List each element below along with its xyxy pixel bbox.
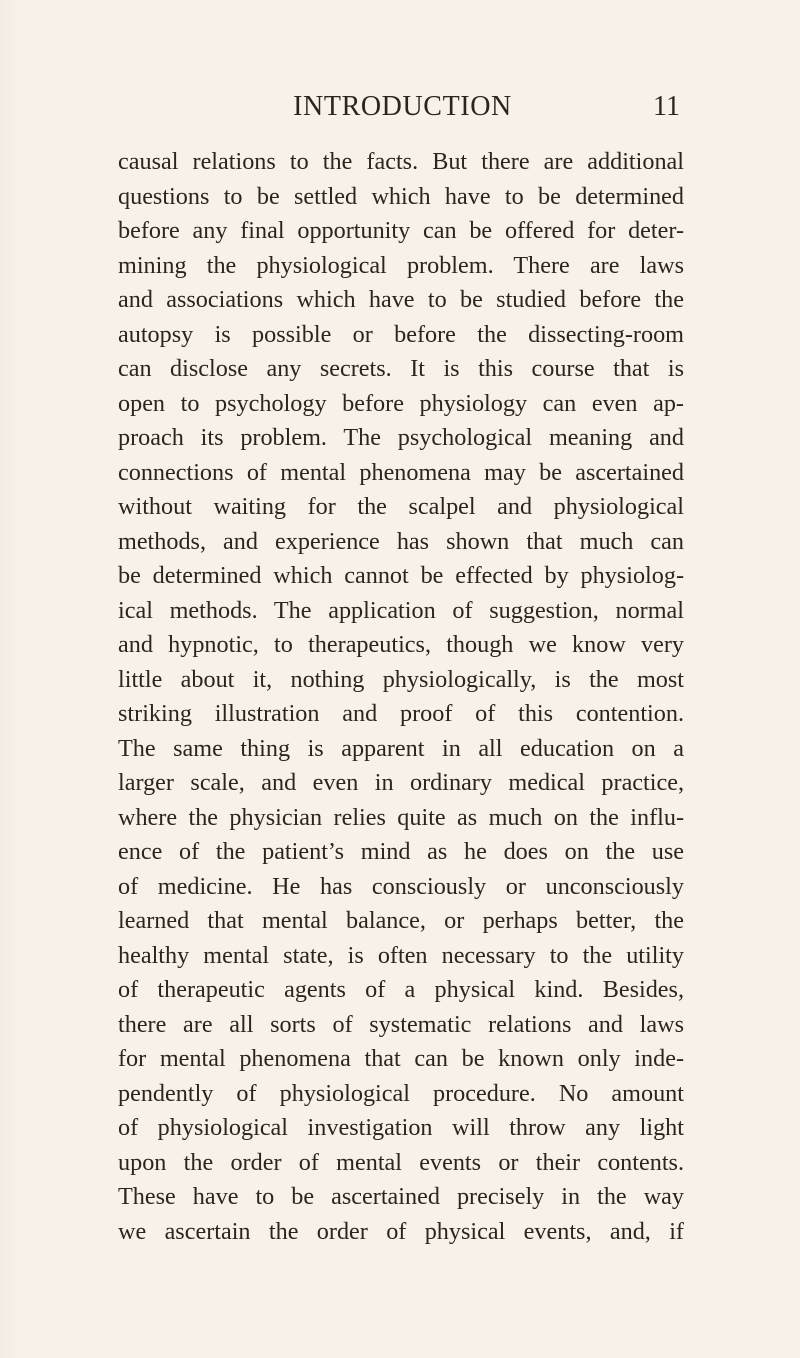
text-line: proach its problem. The psychological meaning and [118,424,684,451]
text-line: healthy mental state, is often necessary to the utility [118,941,684,969]
text-line: of physiological investigation will throw any light [118,1114,684,1141]
text-line: open to psychology before physiology can even ap- [118,389,684,417]
text-line: causal relations to the facts. But there are additional [118,148,684,175]
text-line: and hypnotic, to therapeutics, though we know very [118,631,684,658]
text-line: methods, and experience has shown that much can [118,527,684,555]
text-line: of therapeutic agents of a physical kind. Besides, [118,976,684,1003]
text-line: without waiting for the scalpel and physiological [118,493,684,520]
text-line: larger scale, and even in ordinary medical practice, [118,769,684,796]
running-head: INTRODUCTION [293,91,512,122]
text-line: be determined which cannot be effected by physiolog- [118,562,684,589]
text-line: ence of the patient’s mind as he does on the use [118,838,684,865]
body-text [118,145,684,1249]
text-line: of medicine. He has consciously or unconsciously [118,872,684,900]
text-line: upon the order of mental events or their contents. [118,1148,684,1176]
text-line: where the physician relies quite as much on the influ- [118,803,684,831]
text-line: for mental phenomena that can be known only inde- [118,1045,684,1072]
text-line: little about it, nothing physiologically, is the most [118,665,684,693]
text-line: These have to be ascertained precisely in the way [118,1183,684,1210]
text-line: we ascertain the order of physical events, and, if [118,1217,684,1245]
text-line: autopsy is possible or before the dissecting-room [118,320,684,348]
text-line: questions to be settled which have to be determined [118,182,684,210]
text-line: and associations which have to be studied before the [118,286,684,313]
text-line: can disclose any secrets. It is this course that is [118,355,684,382]
text-line: The same thing is apparent in all education on a [118,734,684,762]
text-line: connections of mental phenomena may be ascertained [118,458,684,486]
text-line: pendently of physiological procedure. No amount [118,1079,684,1107]
text-line: ical methods. The application of suggestion, normal [118,596,684,624]
text-line: before any final opportunity can be offered for deter- [118,217,684,244]
text-line: there are all sorts of systematic relations and laws [118,1010,684,1038]
text-line: striking illustration and proof of this contention. [118,700,684,727]
text-line: mining the physiological problem. There are laws [118,251,684,279]
page-number: 11 [653,91,680,122]
text-line: learned that mental balance, or perhaps better, the [118,907,684,934]
